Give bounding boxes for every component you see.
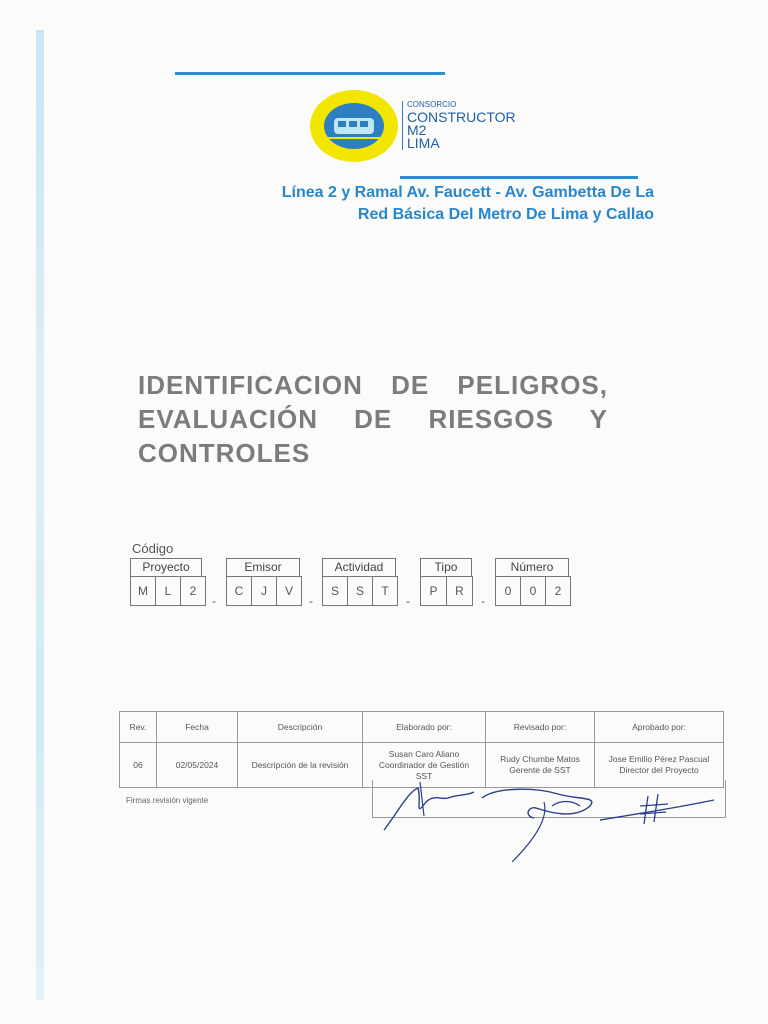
title-line: CONTROLES	[138, 438, 311, 468]
code-cell: P	[420, 576, 447, 606]
revisado-line: Gerente de SST	[509, 765, 571, 775]
code-cell: 2	[180, 576, 206, 606]
brand-line: CONSTRUCTOR	[407, 109, 516, 125]
brand-small: CONSORCIO	[407, 100, 457, 109]
consortium-logo	[308, 88, 400, 164]
code-group-proyecto	[130, 558, 205, 606]
bottom-rule	[400, 176, 638, 179]
rev-description: Descripción de la revisión	[238, 743, 363, 788]
code-separator: -	[309, 594, 313, 608]
title-line: IDENTIFICACION DE PELIGROS,	[138, 370, 608, 400]
title-line: EVALUACIÓN DE RIESGOS Y	[138, 404, 608, 434]
subtitle-line: Línea 2 y Ramal Av. Faucett - Av. Gambetta De La	[281, 184, 654, 201]
revisado-line: Rudy Chumbe Matos	[500, 754, 580, 764]
aprobado-line: Director del Proyecto	[619, 765, 699, 775]
code-group-header: Tipo	[420, 558, 472, 576]
code-cell: L	[155, 576, 181, 606]
code-cell: S	[322, 576, 348, 606]
code-cell: 0	[520, 576, 546, 606]
code-separator: -	[481, 594, 485, 608]
top-rule	[175, 72, 445, 75]
code-group-header: Número	[495, 558, 569, 576]
aprobado-line: Jose Emilio Pérez Pascual	[608, 754, 710, 764]
signature-aprobado	[596, 784, 726, 834]
elaborado-line: Susan Caro Aliano	[388, 748, 460, 759]
code-cell: 0	[495, 576, 521, 606]
revision-header-row	[120, 712, 724, 743]
signature-revisado	[478, 776, 608, 866]
code-cell: T	[372, 576, 398, 606]
elaborado-line: Coordinador de Gestión	[378, 759, 470, 770]
brand-wordmark	[402, 101, 516, 150]
code-group-tipo	[420, 558, 472, 606]
header-revisado: Revisado por:	[486, 712, 595, 743]
code-group-numero	[495, 558, 570, 606]
code-cell: 2	[545, 576, 571, 606]
codigo-label: Código	[132, 541, 174, 556]
header-descripcion: Descripción	[238, 712, 363, 743]
code-separator: -	[212, 594, 216, 608]
code-cell: C	[226, 576, 252, 606]
document-title	[138, 368, 608, 470]
scan-edge-stain	[36, 30, 44, 1000]
code-cell: J	[251, 576, 277, 606]
code-group-emisor	[226, 558, 301, 606]
code-cell: R	[446, 576, 473, 606]
code-group-actividad	[322, 558, 397, 606]
code-cell: S	[347, 576, 373, 606]
brand-line: M2	[407, 122, 427, 138]
code-separator: -	[406, 594, 410, 608]
signature-elaborado	[378, 772, 488, 842]
code-cell: V	[276, 576, 302, 606]
rev-date: 02/05/2024	[157, 743, 238, 788]
header-rev: Rev.	[120, 712, 157, 743]
header-elaborado: Elaborado por:	[363, 712, 486, 743]
code-group-header: Proyecto	[130, 558, 202, 576]
header-fecha: Fecha	[157, 712, 238, 743]
subtitle-line: Red Básica Del Metro De Lima y Callao	[357, 206, 654, 223]
brand-line: LIMA	[407, 135, 440, 151]
code-cell: M	[130, 576, 156, 606]
header-aprobado: Aprobado por:	[595, 712, 724, 743]
elaborado-line: SST	[415, 770, 433, 781]
rev-number: 06	[120, 743, 157, 788]
firmas-label: Firmas revisión vigente	[126, 796, 209, 805]
code-group-header: Emisor	[226, 558, 300, 576]
code-group-header: Actividad	[322, 558, 396, 576]
project-subtitle	[282, 182, 654, 226]
